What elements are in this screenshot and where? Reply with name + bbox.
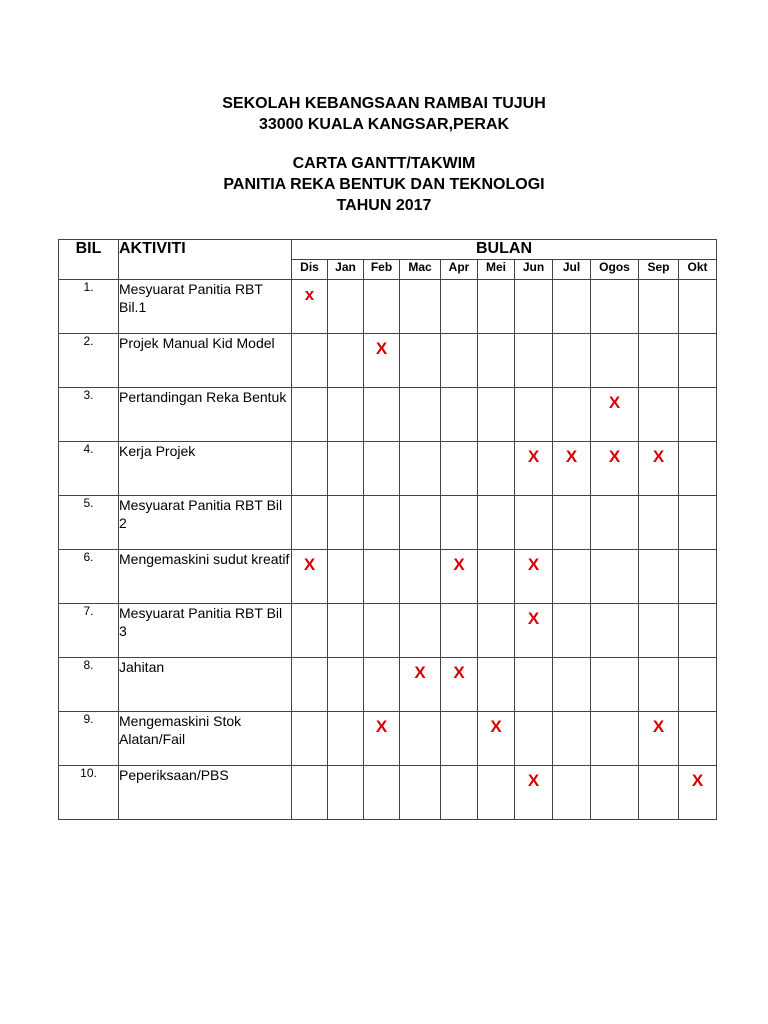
month-cell	[679, 550, 717, 604]
month-cell	[400, 604, 441, 658]
month-cell	[639, 280, 679, 334]
schedule-mark: X	[565, 447, 578, 466]
month-cell	[441, 280, 478, 334]
schedule-mark: X	[490, 717, 502, 736]
month-cell	[400, 388, 441, 442]
month-cell	[364, 604, 400, 658]
month-cell	[328, 766, 364, 820]
month-cell	[478, 604, 515, 658]
month-cell	[400, 550, 441, 604]
chart-title: CARTA GANTT/TAKWIM	[292, 155, 476, 172]
schedule-mark: X	[608, 393, 621, 412]
month-cell	[679, 280, 717, 334]
month-cell	[478, 442, 515, 496]
month-cell	[364, 388, 400, 442]
month-cell	[679, 334, 717, 388]
month-cell	[553, 658, 591, 712]
schedule-mark: X	[608, 447, 621, 466]
month-cell	[515, 550, 553, 604]
month-cell	[478, 388, 515, 442]
committee-name: PANITIA REKA BENTUK DAN TEKNOLOGI	[223, 176, 545, 193]
month-cell	[639, 496, 679, 550]
month-cell	[328, 280, 364, 334]
month-cell	[553, 766, 591, 820]
schedule-mark: X	[527, 555, 540, 574]
schedule-mark: X	[375, 717, 388, 736]
schedule-mark: x	[304, 285, 315, 304]
month-cell	[292, 442, 328, 496]
month-cell	[591, 334, 639, 388]
month-cell	[364, 496, 400, 550]
month-cell	[515, 388, 553, 442]
schedule-mark: X	[453, 663, 465, 682]
month-cell	[478, 496, 515, 550]
month-cell	[591, 388, 639, 442]
month-cell	[553, 280, 591, 334]
activity-name: Mesyuarat Panitia RBT Bil.1	[119, 280, 292, 334]
month-header-jul: Jul	[553, 260, 591, 280]
row-number: 6.	[59, 550, 119, 604]
month-cell	[478, 766, 515, 820]
document-header	[0, 93, 768, 216]
schedule-mark: X	[652, 447, 665, 466]
table-row	[59, 496, 717, 550]
month-cell	[515, 280, 553, 334]
month-cell	[292, 712, 328, 766]
month-cell	[591, 496, 639, 550]
month-cell	[364, 766, 400, 820]
row-number: 10.	[59, 766, 119, 820]
month-cell	[400, 334, 441, 388]
month-cell	[478, 334, 515, 388]
month-cell	[515, 766, 553, 820]
month-cell	[639, 766, 679, 820]
month-cell	[679, 658, 717, 712]
year-label: TAHUN 2017	[336, 197, 432, 214]
month-cell	[364, 712, 400, 766]
month-header-okt: Okt	[679, 260, 717, 280]
month-cell	[515, 604, 553, 658]
gantt-table	[58, 239, 717, 820]
month-cell	[441, 442, 478, 496]
month-header-ogos: Ogos	[591, 260, 639, 280]
month-cell	[679, 604, 717, 658]
month-cell	[292, 334, 328, 388]
header-bil: BIL	[59, 240, 119, 280]
month-cell	[639, 550, 679, 604]
month-cell	[553, 496, 591, 550]
activity-name: Mesyuarat Panitia RBT Bil 3	[119, 604, 292, 658]
month-cell	[441, 334, 478, 388]
month-cell	[679, 442, 717, 496]
month-cell	[328, 604, 364, 658]
row-number: 2.	[59, 334, 119, 388]
month-cell	[328, 442, 364, 496]
month-cell	[292, 388, 328, 442]
month-cell	[292, 658, 328, 712]
schedule-mark: X	[527, 447, 540, 466]
table-row	[59, 388, 717, 442]
month-cell	[553, 442, 591, 496]
month-cell	[441, 604, 478, 658]
schedule-mark: X	[303, 555, 316, 574]
month-cell	[591, 712, 639, 766]
month-cell	[591, 280, 639, 334]
month-cell	[292, 280, 328, 334]
month-cell	[441, 766, 478, 820]
month-header-mac: Mac	[400, 260, 441, 280]
month-cell	[515, 334, 553, 388]
school-address: 33000 KUALA KANGSAR,PERAK	[258, 116, 510, 133]
month-cell	[441, 550, 478, 604]
month-cell	[679, 388, 717, 442]
table-row	[59, 280, 717, 334]
month-cell	[364, 658, 400, 712]
table-row	[59, 334, 717, 388]
month-cell	[328, 496, 364, 550]
month-cell	[478, 550, 515, 604]
month-cell	[553, 388, 591, 442]
month-header-apr: Apr	[441, 260, 478, 280]
month-cell	[292, 604, 328, 658]
month-cell	[364, 442, 400, 496]
table-row	[59, 550, 717, 604]
month-cell	[639, 712, 679, 766]
month-cell	[591, 604, 639, 658]
month-cell	[553, 604, 591, 658]
table-row	[59, 712, 717, 766]
schedule-mark: X	[414, 663, 426, 682]
schedule-mark: X	[375, 339, 388, 358]
activity-rows	[59, 280, 717, 820]
month-header-feb: Feb	[364, 260, 400, 280]
activity-name: Peperiksaan/PBS	[119, 766, 292, 820]
schedule-mark: X	[652, 717, 665, 736]
activity-name: Mengemaskini sudut kreatif	[119, 550, 292, 604]
schedule-mark: X	[691, 771, 704, 790]
activity-name: Projek Manual Kid Model	[119, 334, 292, 388]
month-cell	[328, 388, 364, 442]
table-row	[59, 604, 717, 658]
month-cell	[591, 658, 639, 712]
month-cell	[400, 712, 441, 766]
row-number: 4.	[59, 442, 119, 496]
month-cell	[478, 280, 515, 334]
month-cell	[591, 550, 639, 604]
activity-name: Mesyuarat Panitia RBT Bil 2	[119, 496, 292, 550]
month-cell	[515, 442, 553, 496]
month-cell	[364, 280, 400, 334]
month-cell	[591, 442, 639, 496]
month-cell	[639, 388, 679, 442]
row-number: 9.	[59, 712, 119, 766]
month-cell	[441, 712, 478, 766]
month-cell	[515, 496, 553, 550]
month-cell	[441, 658, 478, 712]
activity-name: Mengemaskini Stok Alatan/Fail	[119, 712, 292, 766]
month-cell	[639, 334, 679, 388]
schedule-mark: X	[453, 555, 465, 574]
row-number: 5.	[59, 496, 119, 550]
month-cell	[441, 496, 478, 550]
month-cell	[400, 658, 441, 712]
month-cell	[553, 550, 591, 604]
activity-name: Kerja Projek	[119, 442, 292, 496]
schedule-mark: X	[527, 609, 540, 628]
school-name: SEKOLAH KEBANGSAAN RAMBAI TUJUH	[222, 95, 546, 112]
month-cell	[679, 766, 717, 820]
month-cell	[328, 658, 364, 712]
header-bulan: BULAN	[292, 240, 717, 260]
month-cell	[328, 334, 364, 388]
row-number: 8.	[59, 658, 119, 712]
month-cell	[639, 658, 679, 712]
month-header-jun: Jun	[515, 260, 553, 280]
row-number: 3.	[59, 388, 119, 442]
month-cell	[328, 550, 364, 604]
month-cell	[441, 388, 478, 442]
month-cell	[478, 712, 515, 766]
month-cell	[400, 280, 441, 334]
month-cell	[553, 334, 591, 388]
month-cell	[639, 604, 679, 658]
month-cell	[515, 712, 553, 766]
month-cell	[591, 766, 639, 820]
month-header-mei: Mei	[478, 260, 515, 280]
month-cell	[478, 658, 515, 712]
header-aktiviti: AKTIVITI	[119, 240, 292, 280]
month-cell	[400, 766, 441, 820]
month-cell	[553, 712, 591, 766]
row-number: 1.	[59, 280, 119, 334]
month-cell	[292, 550, 328, 604]
month-cell	[364, 550, 400, 604]
month-header-jan: Jan	[328, 260, 364, 280]
month-cell	[515, 658, 553, 712]
month-cell	[639, 442, 679, 496]
month-cell	[679, 712, 717, 766]
month-header-sep: Sep	[639, 260, 679, 280]
table-row	[59, 442, 717, 496]
month-cell	[328, 712, 364, 766]
schedule-mark: X	[527, 771, 540, 790]
activity-name: Pertandingan Reka Bentuk	[119, 388, 292, 442]
row-number: 7.	[59, 604, 119, 658]
month-cell	[679, 496, 717, 550]
table-row	[59, 658, 717, 712]
month-header-dis: Dis	[292, 260, 328, 280]
month-cell	[400, 496, 441, 550]
activity-name: Jahitan	[119, 658, 292, 712]
month-cell	[364, 334, 400, 388]
table-row	[59, 766, 717, 820]
month-cell	[400, 442, 441, 496]
month-cell	[292, 766, 328, 820]
month-cell	[292, 496, 328, 550]
